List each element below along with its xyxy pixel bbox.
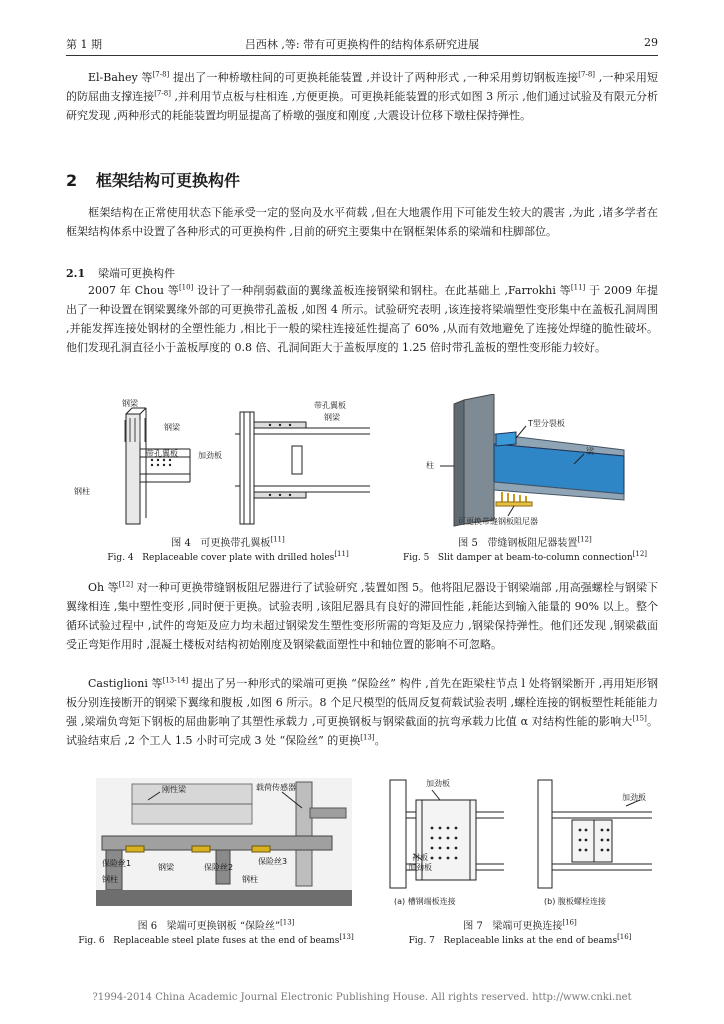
chou-paragraph: 2007 年 Chou 等[10] 设计了一种削弱截面的翼缘盖板连接钢梁和钢柱。在此基础上 ,Farrokhi 等[11] 于 2009 年提出了一种设置在钢梁翼缘外部的可更换带孔盖板 ,如图 4 所示。试验研究表明 ,该连接将梁端塑性变形集中在盖板孔洞周围 ,并能发挥连接处钢材的全塑性能力 ,相比于一般的梁柱连接延性提高了 60% ,从而有效地避免了连接处焊缝的脆性破坏。他们发现孔洞直径小于盖板厚度的 0.8 倍、孔洞间距大于盖板厚度的 1.25 倍时带孔盖板的塑性变形能力较好。 (66, 283, 658, 354)
fig4-elevation (235, 412, 370, 524)
section-paragraph: 框架结构在正常使用状态下能承受一定的竖向及水平荷载 ,但在大地震作用下可能发生较大的震害 ,为此 ,诸多学者在框架结构体系中设置了各种形式的可更换构件 ,目前的研究主要集中在钢框架体系的梁端和柱脚部位。 (66, 206, 658, 238)
fig5-caption-cn: 图 5 带缝钢板阻尼器装置[12] (458, 535, 592, 549)
fig5-label-column: 柱 (426, 461, 434, 470)
fig7-caption-en: Fig. 7 Replaceable links at the end of beams[16] (408, 933, 632, 946)
figure-4-drawing (70, 394, 380, 528)
figure-7-drawing (376, 776, 660, 910)
intro-paragraph: El-Bahey 等[7-8] 提出了一种桥墩柱间的可更换耗能装置 ,并设计了两种形式 ,一种采用剪切钢板连接[7-8] ,一种采用短的防屈曲支撑连接[7-8] ,并利用节点板与柱相连 ,方便更换。可更换耗能装置的形式如图 3 所示 ,他们通过试验及有限元分析研究发现 ,两种形式的耗能装置均明显提高了桥墩的强度和刚度 ,大震设计位移下墩柱保持弹性。 (66, 70, 659, 122)
fig7-label-stiffener-2: 加劲板 (408, 863, 432, 872)
subsection-heading: 2.1 梁端可更换构件 (66, 267, 175, 280)
fig6-caption-cn: 图 6 梁端可更换钢板 “保险丝”[13] (137, 918, 295, 932)
fig5-label-tee: T型分裂板 (528, 419, 565, 428)
fig6-label-fuse-1: 保险丝1 (102, 859, 132, 868)
oh-paragraph: Oh 等[12] 对一种可更换带缝钢板阻尼器进行了试验研究 ,装置如图 5。他将阻尼器设于钢梁端部 ,用高强螺栓与钢梁下翼缘相连 ,集中塑性变形 ,同时便于更换。试验表明 ,该阻尼器具有良好的滞回性能 ,耗能达到输入能量的 90% 以上。整个循环试验过程中 ,试件的弯矩及应力均未超过钢梁发生塑性变形所需的弯矩及应力 ,钢梁保持弹性。他们还发现 ,钢梁截面受正弯矩作用时 ,混凝土楼板对结构初始刚度及钢梁截面塑性中和轴位置的影响不可忽略。 (66, 580, 658, 651)
fig5-caption-en: Fig. 5 Slit damper at beam-to-column connection[12] (402, 550, 648, 563)
fig4-caption-en: Fig. 4 Replaceable cover plate with drilled holes[11] (107, 550, 349, 563)
fig7-label-stiffener-b: 加劲板 (622, 793, 646, 802)
fig6-caption-en: Fig. 6 Replaceable steel plate fuses at the end of beams[13] (78, 933, 354, 946)
fig5-label-damper: 可更换带缝钢板阻尼器 (458, 517, 538, 526)
fig4-label-beam-mid: 钢梁 (164, 423, 180, 432)
fig6-label-column-left: 钢柱 (102, 875, 118, 884)
running-header (66, 36, 658, 54)
fig7-caption-cn: 图 7 梁端可更换连接[16] (463, 918, 577, 932)
fig7-label-stiffener: 加劲板 (426, 779, 450, 788)
fig4-label-stiffener: 加劲板 (198, 451, 222, 460)
fig6-label-load-sensor: 载荷传感器 (256, 783, 296, 792)
fig4-label-beam-right: 钢梁 (324, 413, 340, 422)
castiglioni-paragraph: Castiglioni 等[13-14] 提出了另一种形式的梁端可更换 “保险丝” 构件 ,首先在距梁柱节点 l 处将钢梁断开 ,再用矩形钢板分别连接断开的钢梁下翼缘和腹板 ,如图 6 所示。8 个足尺模型的低周反复荷载试验表明 ,螺栓连接的钢板塑性耗能能力强 ,梁端负弯矩下钢板的屈曲影响了其塑性承载力 ,可更换钢板与钢梁截面的抗弯承载力比值 α 对结构性能的影响大[15]。试验结束后 ,2 个工人 1.5 小时可完成 3 处 “保险丝” 的更换[13]。 (66, 676, 658, 747)
page-number: 29 (644, 36, 658, 49)
header-rule (66, 55, 658, 56)
fig5-label-beam: 梁 (586, 447, 594, 456)
figure-5-drawing (424, 394, 654, 528)
fig4-label-column: 钢柱 (74, 487, 90, 496)
issue-label: 第 1 期 (66, 38, 102, 51)
running-title: 吕西林 ,等: 带有可更换构件的结构体系研究进展 (244, 38, 480, 51)
fig4-sketch (125, 408, 190, 524)
fig4-caption-cn: 图 4 可更换带孔翼板[11] (171, 535, 285, 549)
fig4-label-perforated-plate-2: 带孔翼板 (314, 401, 346, 410)
fig6-label-fuse-2: 保险丝2 (204, 863, 234, 872)
section-heading: 2 框架结构可更换构件 (66, 171, 241, 190)
fig6-label-rigid-beam: 刚性梁 (162, 785, 186, 794)
fig6-label-fuse-3: 保险丝3 (258, 857, 288, 866)
fig6-label-column-right: 钢柱 (242, 875, 258, 884)
copyright-footer: ?1994-2014 China Academic Journal Electronic Publishing House. All rights reserved. http://www.cnki.net (92, 992, 632, 1003)
figure-6-drawing (96, 778, 352, 906)
fig4-label-perforated-plate: 带孔翼板 (146, 449, 178, 458)
fig7-subcaption-b: (b) 腹板螺栓连接 (544, 897, 606, 906)
fig7-subcaption-a: (a) 槽钢端板连接 (394, 897, 456, 906)
fig4-label-beam-top: 钢梁 (122, 399, 138, 408)
fig6-label-beam: 钢梁 (158, 863, 174, 872)
fig7-label-liner: 衬板 (412, 853, 428, 862)
